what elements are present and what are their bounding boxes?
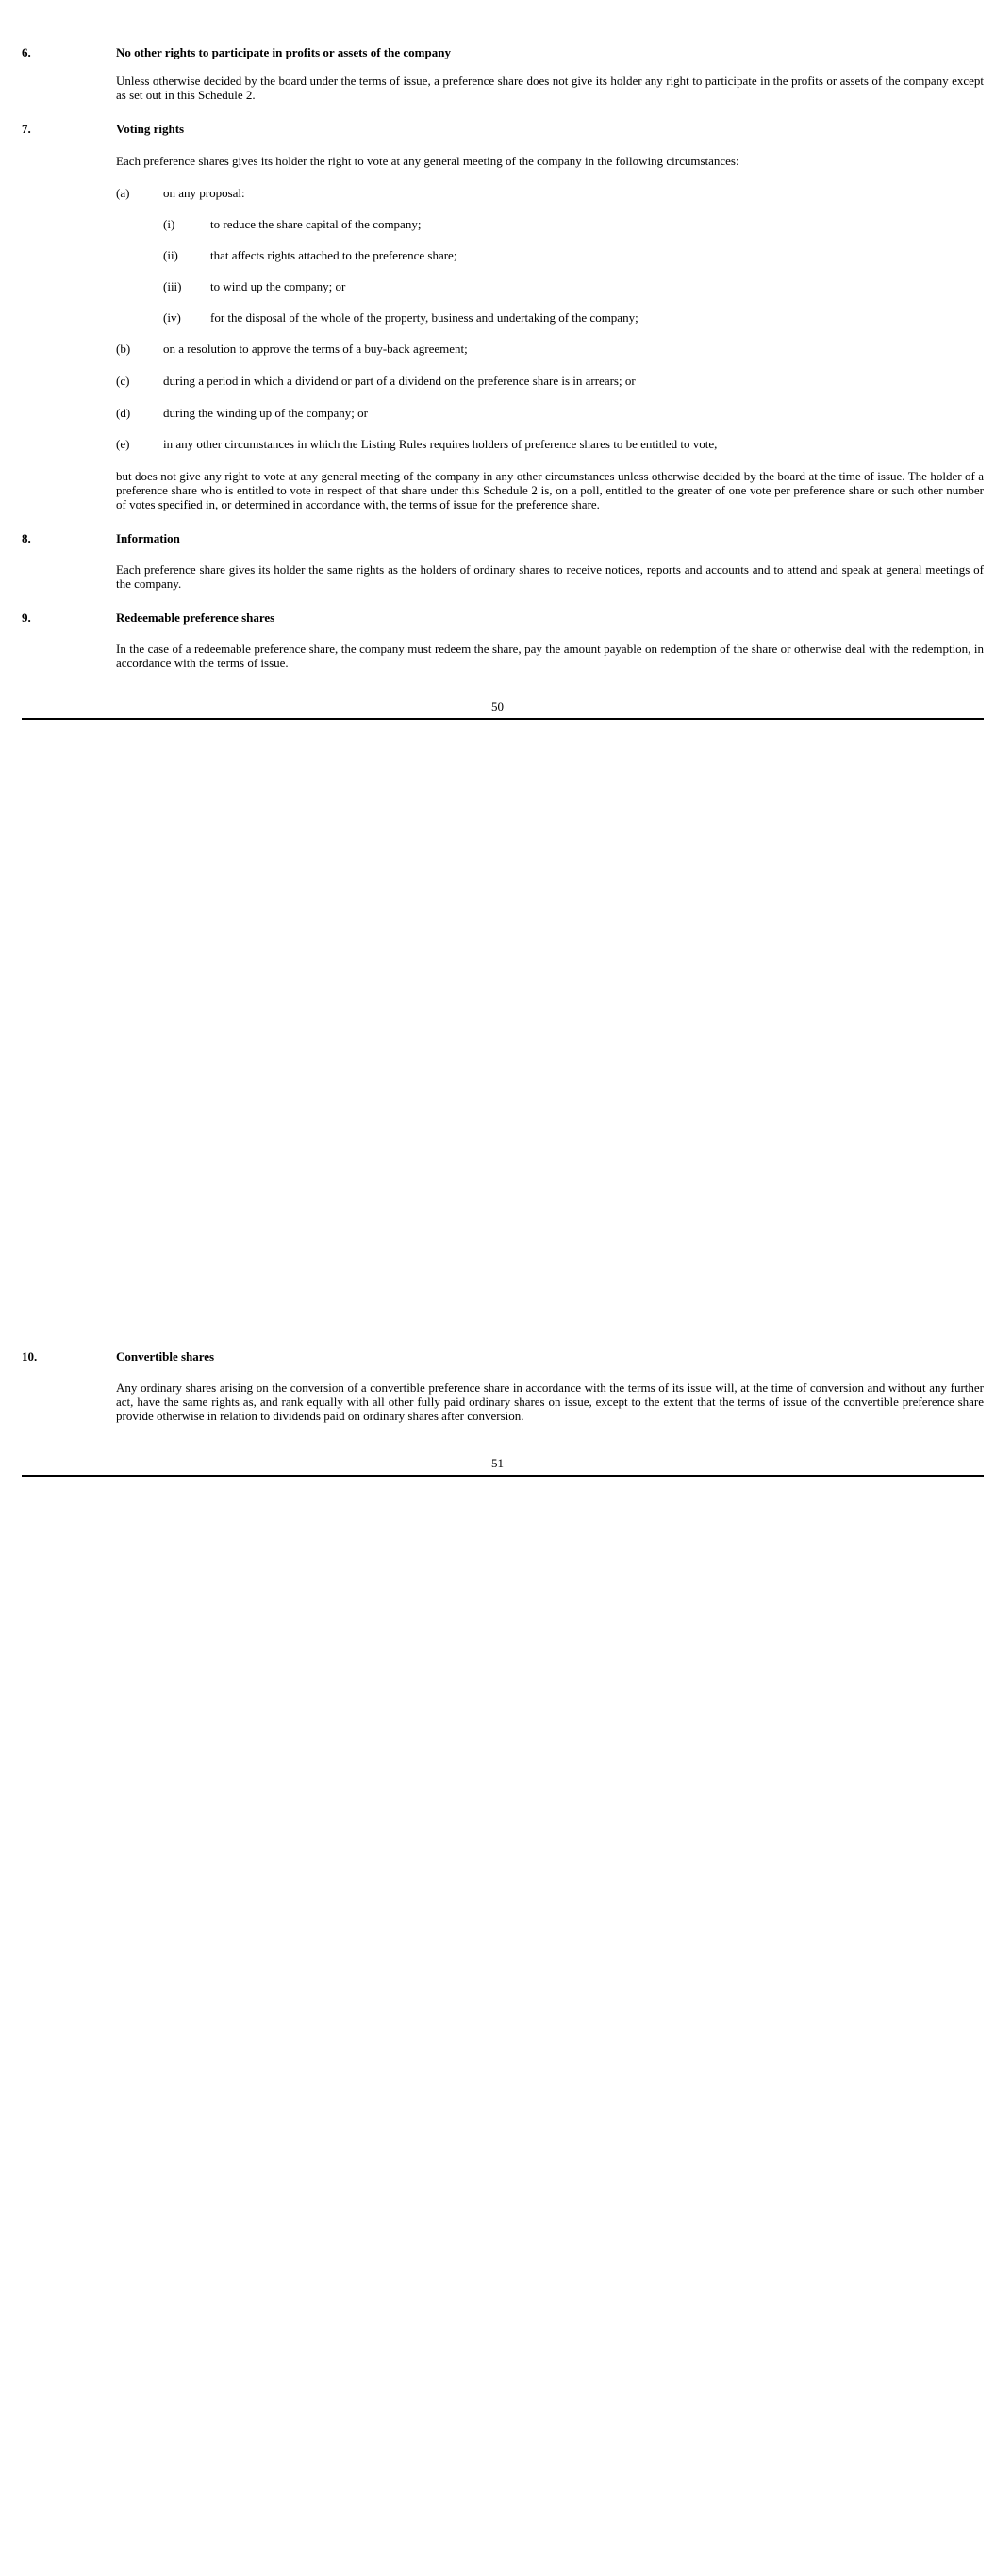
item-label: (i)	[163, 217, 175, 231]
item-text: for the disposal of the whole of the property, business and undertaking of the company;	[210, 310, 638, 325]
item-text: that affects rights attached to the preference share;	[210, 248, 457, 262]
section-7-closing: but does not give any right to vote at any general meeting of the company in any other circumstances unless otherwise decided by the board at the time of issue. The holder of a preference share who is entitled to vote in respect of that share under this Schedule 2 is, on a poll, entitled to the greater of one vote per preference share or such other number of votes specified in, or determined in accordance with, the terms of issue for the preference share.	[116, 469, 984, 511]
section-6-paragraph: Unless otherwise decided by the board under the terms of issue, a preference share does not give its holder any right to participate in the profits or assets of the company except as set out in this Schedule 2.	[116, 74, 984, 102]
section-title: Convertible shares	[116, 1349, 215, 1363]
section-title: Information	[116, 531, 180, 545]
section-9-paragraph: In the case of a redeemable preference share, the company must redeem the share, pay the amount payable on redemption of the share or otherwise deal with the redemption, in accordance with the terms of issue.	[116, 642, 984, 670]
item-text: to wind up the company; or	[210, 279, 346, 293]
item-label: (c)	[116, 374, 130, 388]
section-7-intro: Each preference shares gives its holder the right to vote at any general meeting of the company in the following circumstances:	[116, 154, 739, 168]
item-label: (a)	[116, 186, 130, 200]
page-divider	[22, 1475, 984, 1477]
section-title: No other rights to participate in profits or assets of the company	[116, 45, 451, 59]
item-text: on a resolution to approve the terms of a buy-back agreement;	[163, 342, 468, 356]
section-8-paragraph: Each preference share gives its holder the same rights as the holders of ordinary shares to receive notices, reports and accounts and to attend and speak at general meetings of the company.	[116, 562, 984, 591]
section-number: 8.	[22, 531, 31, 545]
item-text: during the winding up of the company; or	[163, 406, 368, 420]
item-label: (ii)	[163, 248, 178, 262]
section-10-paragraph: Any ordinary shares arising on the conversion of a convertible preference share in accordance with the terms of its issue will, at the time of conversion and without any further act, have the same rights as, and rank equally with all other fully paid ordinary shares on issue, except to the extent that the terms of issue of the convertible preference share provide otherwise in relation to dividends paid on ordinary shares after conversion.	[116, 1380, 984, 1423]
section-number: 9.	[22, 611, 31, 625]
item-text: in any other circumstances in which the Listing Rules requires holders of preference shares to be entitled to vote,	[163, 437, 718, 451]
section-title: Redeemable preference shares	[116, 611, 275, 625]
item-label: (d)	[116, 406, 131, 420]
item-text: on any proposal:	[163, 186, 245, 200]
item-text: during a period in which a dividend or part of a dividend on the preference share is in arrears; or	[163, 374, 636, 388]
item-label: (e)	[116, 437, 130, 451]
page-number: 50	[491, 699, 504, 713]
section-number: 10.	[22, 1349, 38, 1363]
section-title: Voting rights	[116, 122, 185, 136]
item-label: (iii)	[163, 279, 182, 293]
item-label: (iv)	[163, 310, 181, 325]
section-number: 7.	[22, 122, 31, 136]
page-number: 51	[491, 1456, 504, 1470]
section-number: 6.	[22, 45, 31, 59]
page-divider	[22, 718, 984, 720]
item-text: to reduce the share capital of the company;	[210, 217, 422, 231]
item-label: (b)	[116, 342, 131, 356]
